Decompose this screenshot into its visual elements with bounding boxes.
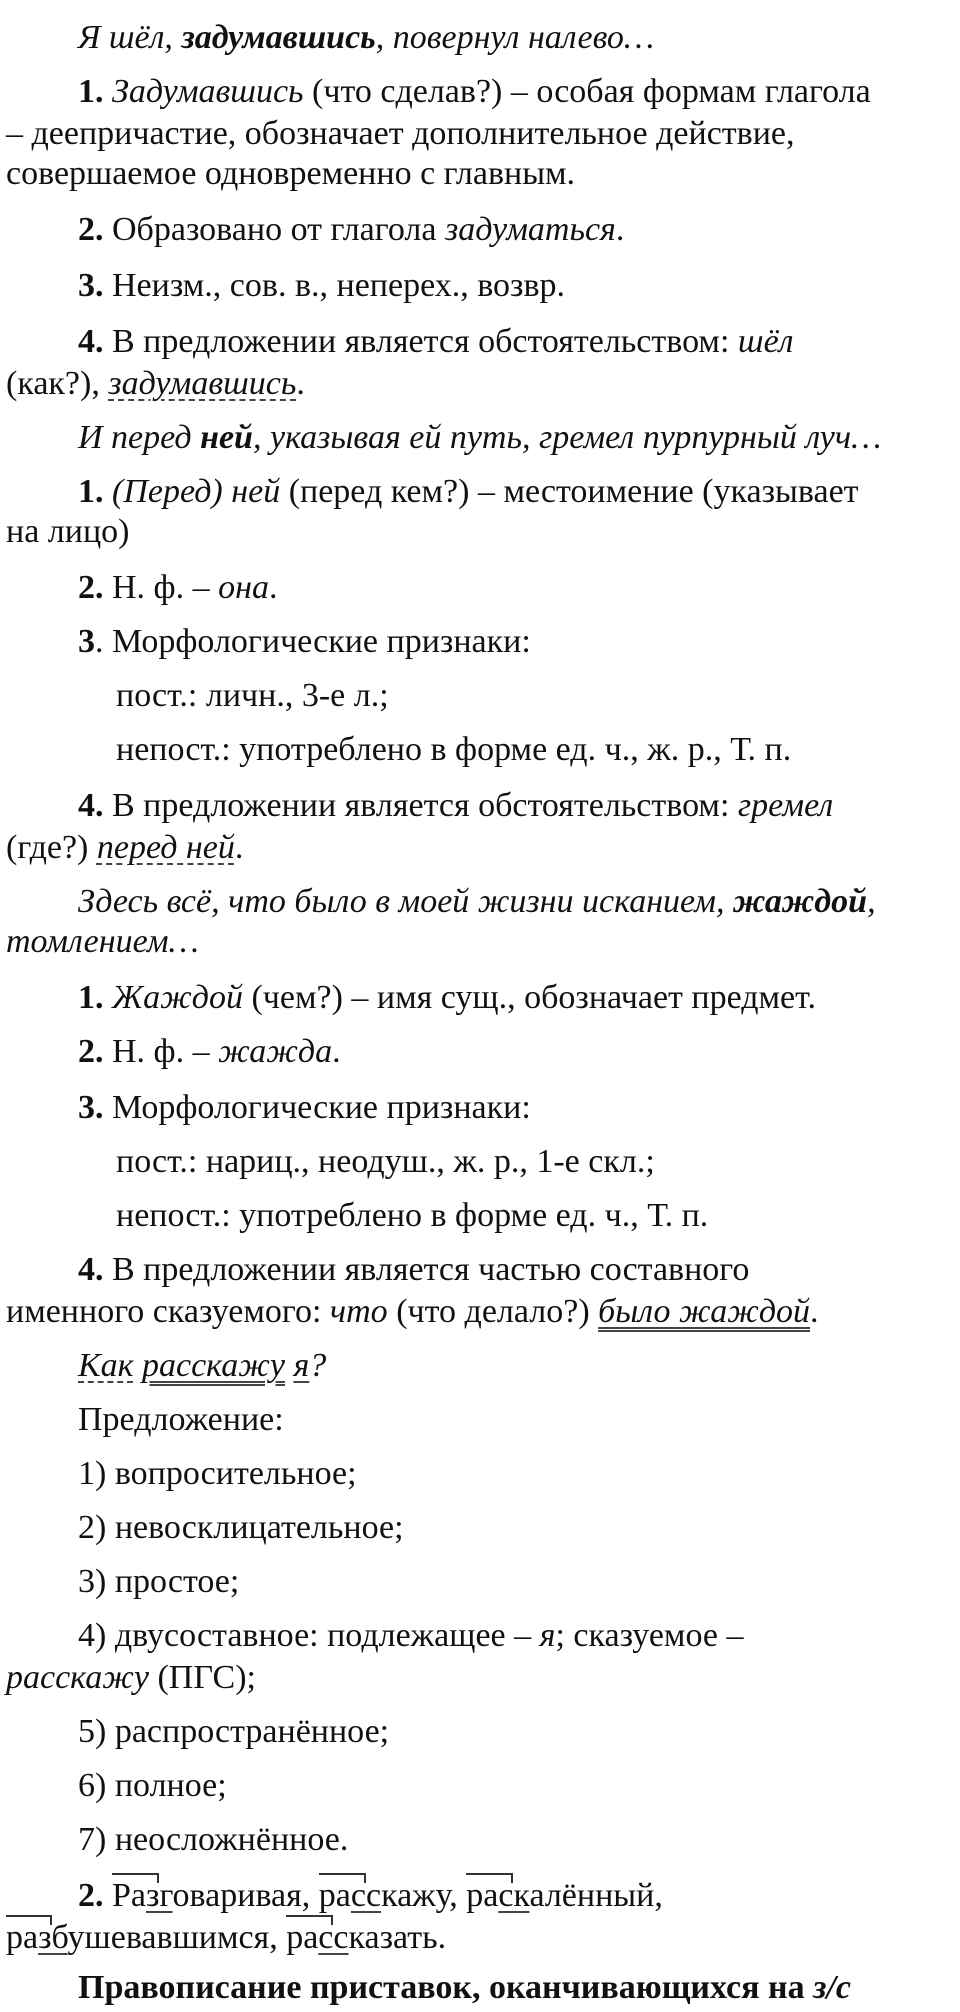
ex1-point-1: 1. Задумавшись (что сделав?) – особая формам глагола bbox=[78, 73, 871, 110]
ex3-point-4-line2: именного сказуемого: что (что делало?) было жаждой. bbox=[6, 1293, 819, 1330]
section-heading: Правописание приставок, оканчивающихся на з/с bbox=[78, 1969, 851, 2006]
prefix-mark: рас bbox=[466, 1877, 514, 1914]
ex3-point-1: 1. Жаждой (чем?) – имя сущ., обозначает предмет. bbox=[78, 979, 816, 1016]
ex2-nonconstant-features: непост.: употреблено в форме ед. ч., ж. р., Т. п. bbox=[116, 731, 792, 768]
ex1-point-1-line2: – деепричастие, обозначает дополнительное действие, bbox=[6, 115, 795, 152]
ex2-sentence: И перед ней, указывая ей путь, гремел пурпурный луч… bbox=[78, 419, 882, 456]
ex3-sentence: Здесь всё, что было в моей жизни исканием, жаждой, bbox=[78, 883, 876, 920]
prefix-mark: рас bbox=[318, 1877, 366, 1914]
ex1-sentence: Я шёл, задумавшись, повернул налево… bbox=[78, 19, 655, 56]
ex2-point-1-line2: на лицо) bbox=[6, 513, 130, 550]
ex1-point-4: 4. В предложении является обстоятельством: шёл bbox=[78, 323, 794, 360]
ex4-item-1: 1) вопросительное; bbox=[78, 1455, 357, 1492]
ex2-point-1: 1. (Перед) ней (перед кем?) – местоимение (указывает bbox=[78, 473, 859, 510]
ex4-label: Предложение: bbox=[78, 1401, 284, 1438]
ex2-point-4-line2: (где?) перед ней. bbox=[6, 829, 244, 866]
ex4-item-6: 6) полное; bbox=[78, 1767, 227, 1804]
ex3-sentence-line2: томлением… bbox=[6, 923, 199, 960]
prefix-mark: рас bbox=[286, 1919, 334, 1956]
ex4-item-3: 3) простое; bbox=[78, 1563, 240, 1600]
ex1-point-1-line3: совершаемое одновременно с главным. bbox=[6, 155, 576, 192]
prefix-mark: Раз bbox=[112, 1877, 160, 1914]
ex1-point-2: 2. Образовано от глагола задуматься. bbox=[78, 211, 625, 248]
ex4-item-7: 7) неосложнённое. bbox=[78, 1821, 349, 1858]
ex1-point-3: 3. Неизм., сов. в., неперех., возвр. bbox=[78, 267, 566, 304]
ex2-point-2: 2. Н. ф. – она. bbox=[78, 569, 278, 606]
prefix-mark: раз bbox=[6, 1919, 52, 1956]
task2-line2: разбушевавшимся, рассказать. bbox=[6, 1919, 447, 1956]
ex4-item-2: 2) невосклицательное; bbox=[78, 1509, 404, 1546]
ex4-sentence: Как расскажу я? bbox=[78, 1347, 327, 1384]
ex1-point-4-line2: (как?), задумавшись. bbox=[6, 365, 305, 402]
ex4-item-4: 4) двусоставное: подлежащее – я; сказуемое – bbox=[78, 1617, 744, 1654]
ex4-item-5: 5) распространённое; bbox=[78, 1713, 390, 1750]
ex3-point-4: 4. В предложении является частью составного bbox=[78, 1251, 750, 1288]
ex2-point-4: 4. В предложении является обстоятельством: гремел bbox=[78, 787, 834, 824]
ex3-nonconstant-features: непост.: употреблено в форме ед. ч., Т. п. bbox=[116, 1197, 709, 1234]
ex3-point-2: 2. Н. ф. – жажда. bbox=[78, 1033, 341, 1070]
ex3-point-3: 3. Морфологические признаки: bbox=[78, 1089, 531, 1126]
ex4-item-4-line2: расскажу (ПГС); bbox=[6, 1659, 256, 1696]
task2-line1: 2. Разговаривая, расскажу, раскалённый, bbox=[78, 1877, 663, 1914]
ex2-point-3: 3. Морфологические признаки: bbox=[78, 623, 531, 660]
ex2-constant-features: пост.: личн., 3-е л.; bbox=[116, 677, 389, 714]
ex3-constant-features: пост.: нариц., неодуш., ж. р., 1-е скл.; bbox=[116, 1143, 655, 1180]
